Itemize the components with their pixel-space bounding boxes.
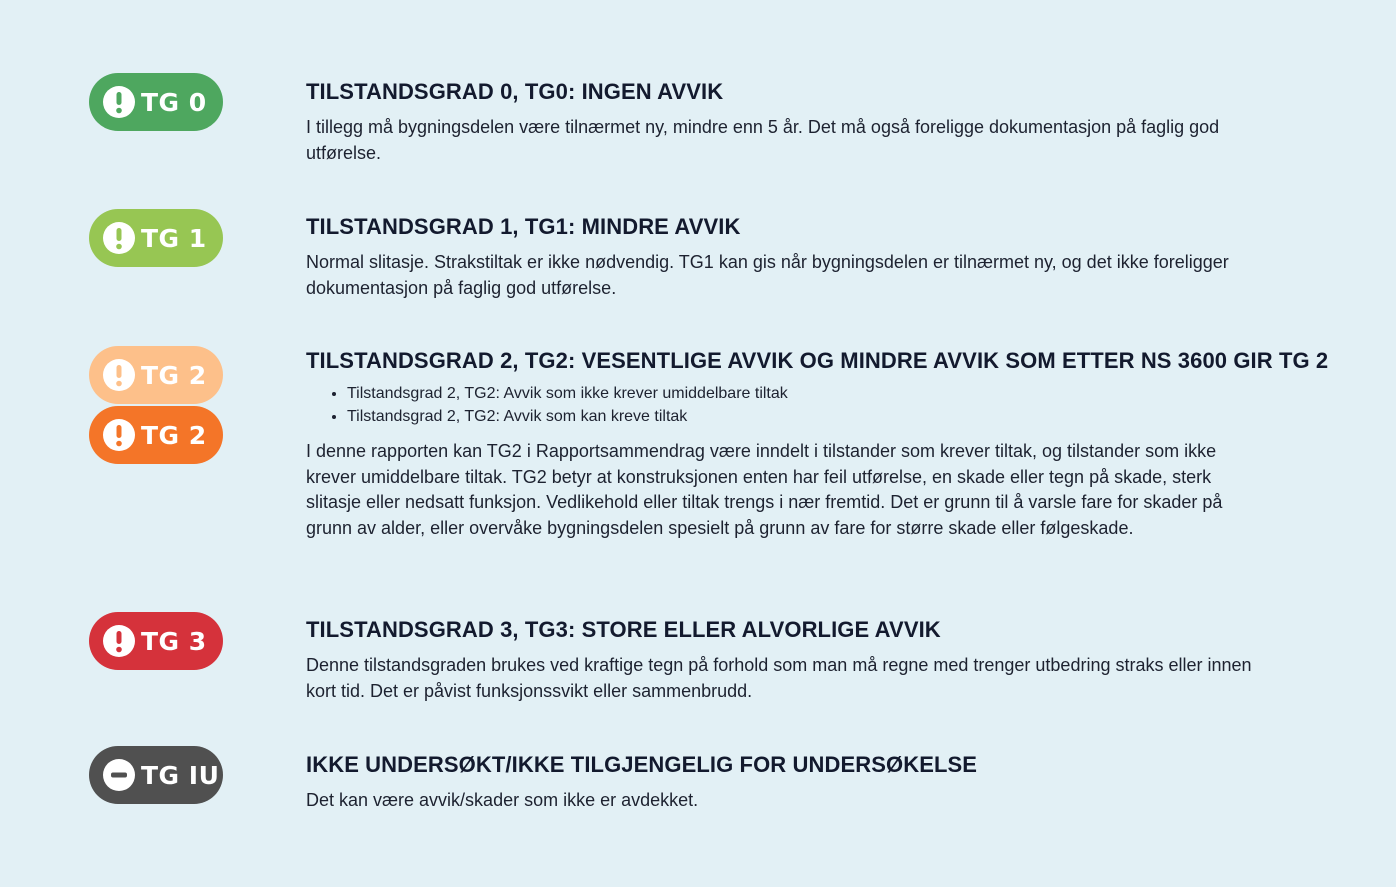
section-text: I tillegg må bygningsdelen være tilnærmet ny, mindre enn 5 år. Det må også foreligge dokumentasjon på faglig god utførelse. [306, 117, 1220, 163]
section-text: Denne tilstandsgraden brukes ved kraftige tegn på forhold som man må regne med trenger utbedring straks eller innen kort tid. Det er påvist funksjonssvikt eller sammenbrudd. [306, 655, 1252, 701]
bullet-list [306, 382, 1366, 428]
badge-label: TG IU [141, 760, 220, 790]
list-item: • Tilstandsgrad 2, TG2: Avvik som kan kreve tiltak [347, 405, 1366, 428]
badge-label: TG 2 [141, 420, 207, 450]
section-tg1 [306, 214, 1366, 301]
badge-label: TG 1 [141, 223, 207, 253]
list-item: • Tilstandsgrad 2, TG2: Avvik som ikke krever umiddelbare tiltak [347, 382, 1366, 405]
exclamation-icon [103, 419, 135, 451]
exclamation-icon [103, 625, 135, 657]
section-title: TILSTANDSGRAD 2, TG2: VESENTLIGE AVVIK OG MINDRE AVVIK SOM ETTER NS 3600 GIR TG 2 [306, 348, 1329, 373]
section-title: TILSTANDSGRAD 1, TG1: MINDRE AVVIK [306, 214, 741, 239]
section-text: I denne rapporten kan TG2 i Rapportsammendrag være inndelt i tilstander som krever tiltak, og tilstander som ikke krever umiddelbare tiltak. TG2 betyr at konstruksjonen enten har feil utførelse, en skade eller tegn på skade, sterk slitasje eller nedsatt funksjon. Vedlikehold eller tiltak trengs i nær fremtid. Det er grunn til å varsle fare for skader på grunn av alder, eller overvåke bygningsdelen spesielt på grunn av fare for større skade eller følgeskade. [306, 441, 1223, 538]
badge-tg3 [89, 612, 223, 670]
section-tgiu [306, 752, 1366, 814]
badge-tg2-dark [89, 406, 223, 464]
exclamation-icon [103, 359, 135, 391]
badge-tg1 [89, 209, 223, 267]
section-text: Normal slitasje. Strakstiltak er ikke nødvendig. TG1 kan gis når bygningsdelen er tilnærmet ny, og det ikke foreligger dokumentasjon på faglig god utførelse. [306, 252, 1229, 298]
exclamation-icon [103, 86, 135, 118]
section-title: TILSTANDSGRAD 3, TG3: STORE ELLER ALVORLIGE AVVIK [306, 617, 941, 642]
exclamation-icon [103, 222, 135, 254]
badge-label: TG 2 [141, 360, 207, 390]
section-tg2 [306, 348, 1366, 541]
badge-label: TG 0 [141, 87, 207, 117]
section-tg3 [306, 617, 1366, 704]
badge-tg2-light [89, 346, 223, 404]
section-title: TILSTANDSGRAD 0, TG0: INGEN AVVIK [306, 79, 724, 104]
minus-icon [103, 759, 135, 791]
section-tg0 [306, 79, 1366, 166]
badge-tg0 [89, 73, 223, 131]
badge-label: TG 3 [141, 626, 207, 656]
section-text: Det kan være avvik/skader som ikke er avdekket. [306, 790, 699, 810]
section-title: IKKE UNDERSØKT/IKKE TILGJENGELIG FOR UNDERSØKELSE [306, 752, 978, 777]
badge-tgiu [89, 746, 223, 804]
